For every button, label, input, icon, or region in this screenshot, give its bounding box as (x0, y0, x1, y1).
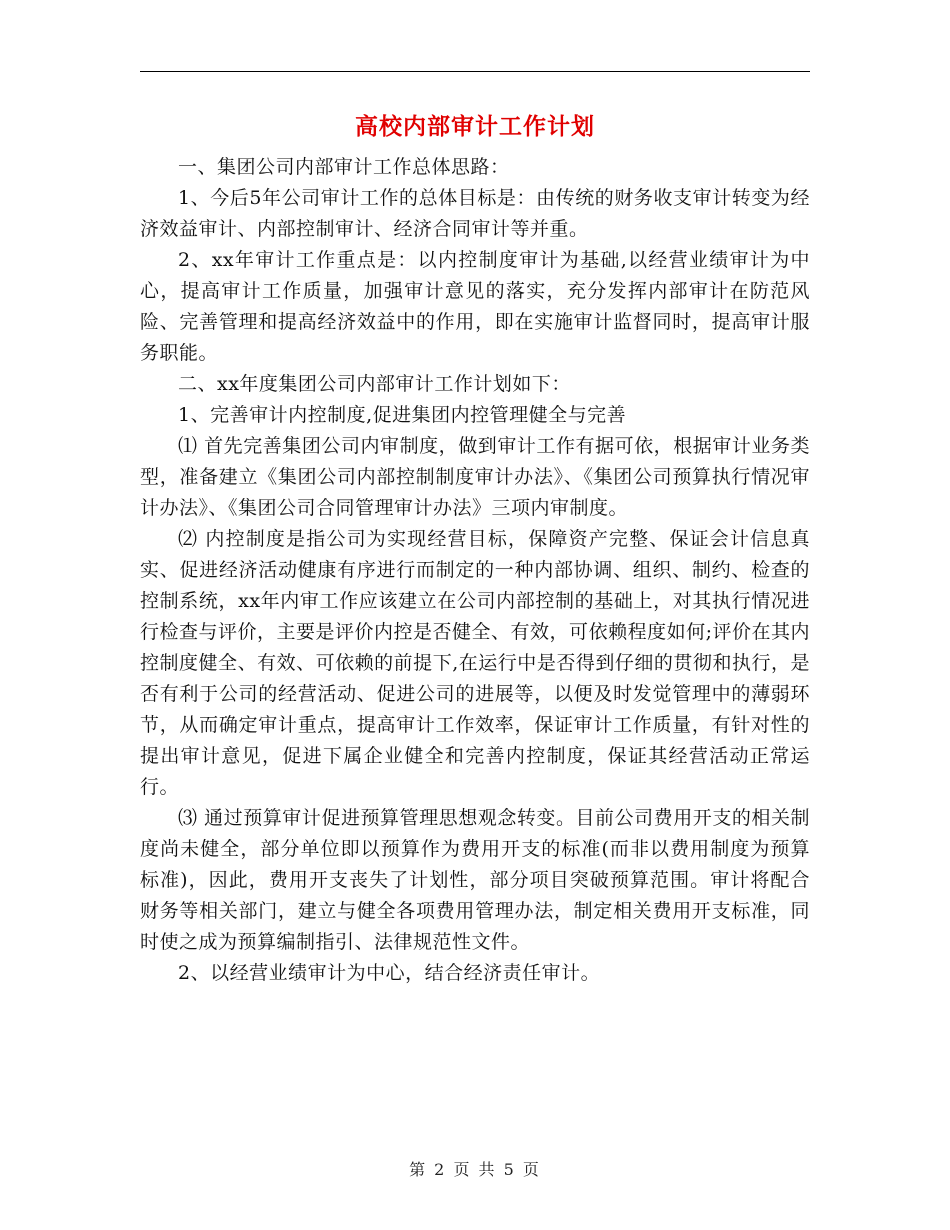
page-number: 第 2 页 共 5 页 (409, 1160, 541, 1179)
section-heading-1: 一、集团公司内部审计工作总体思路： (178, 156, 510, 178)
paragraph: ⑵ 内控制度是指公司为实现经营目标，保障资产完整、保证会计信息真实、促进经济活动健康有序进行而制定的一种内部协调、组织、制约、检查的控制系统，xx年内审工作应该建立在公司内部控制的基础上，对其执行情况进行检查与评价，主要是评价内控是否健全、有效，可依赖程度如何;评价在其内控制度健全、有效、可依赖的前提下,在运行中是否得到仔细的贯彻和执行，是否有利于公司的经营活动、促进公司的进展等，以便及时发觉管理中的薄弱环节，从而确定审计重点，提高审计工作效率，保证审计工作质量，有针对性的提出审计意见，促进下属企业健全和完善内控制度，保证其经营活动正常运行。 (140, 528, 810, 798)
paragraph: 2、xx年审计工作重点是：以内控制度审计为基础,以经营业绩审计为中心，提高审计工作质量，加强审计意见的落实，充分发挥内部审计在防范风险、完善管理和提高经济效益中的作用，即在实施审计监督同时，提高审计服务职能。 (140, 249, 810, 364)
subheading: 1、完善审计内控制度,促进集团内控管理健全与完善 (178, 404, 627, 426)
header-rule (140, 71, 810, 72)
document-body (140, 152, 810, 989)
subheading: 2、以经营业绩审计为中心，结合经济责任审计。 (178, 962, 601, 984)
document-title: 高校内部审计工作计划 (355, 113, 595, 140)
paragraph: ⑴ 首先完善集团公司内审制度，做到审计工作有据可依，根据审计业务类型，准备建立《集团公司内部控制制度审计办法》、《集团公司预算执行情况审计办法》、《集团公司合同管理审计办法》三项内审制度。 (140, 435, 810, 519)
section-heading-2: 二、xx年度集团公司内部审计工作计划如下： (178, 373, 571, 395)
paragraph: ⑶ 通过预算审计促进预算管理思想观念转变。目前公司费用开支的相关制度尚未健全，部分单位即以预算作为费用开支的标准(而非以费用制度为预算标准)，因此，费用开支丧失了计划性，部分项目突破预算范围。审计将配合财务等相关部门，建立与健全各项费用管理办法，制定相关费用开支标准，同时使之成为预算编制指引、法律规范性文件。 (140, 807, 810, 953)
paragraph: 1、今后5年公司审计工作的总体目标是：由传统的财务收支审计转变为经济效益审计、内部控制审计、经济合同审计等并重。 (140, 187, 810, 240)
